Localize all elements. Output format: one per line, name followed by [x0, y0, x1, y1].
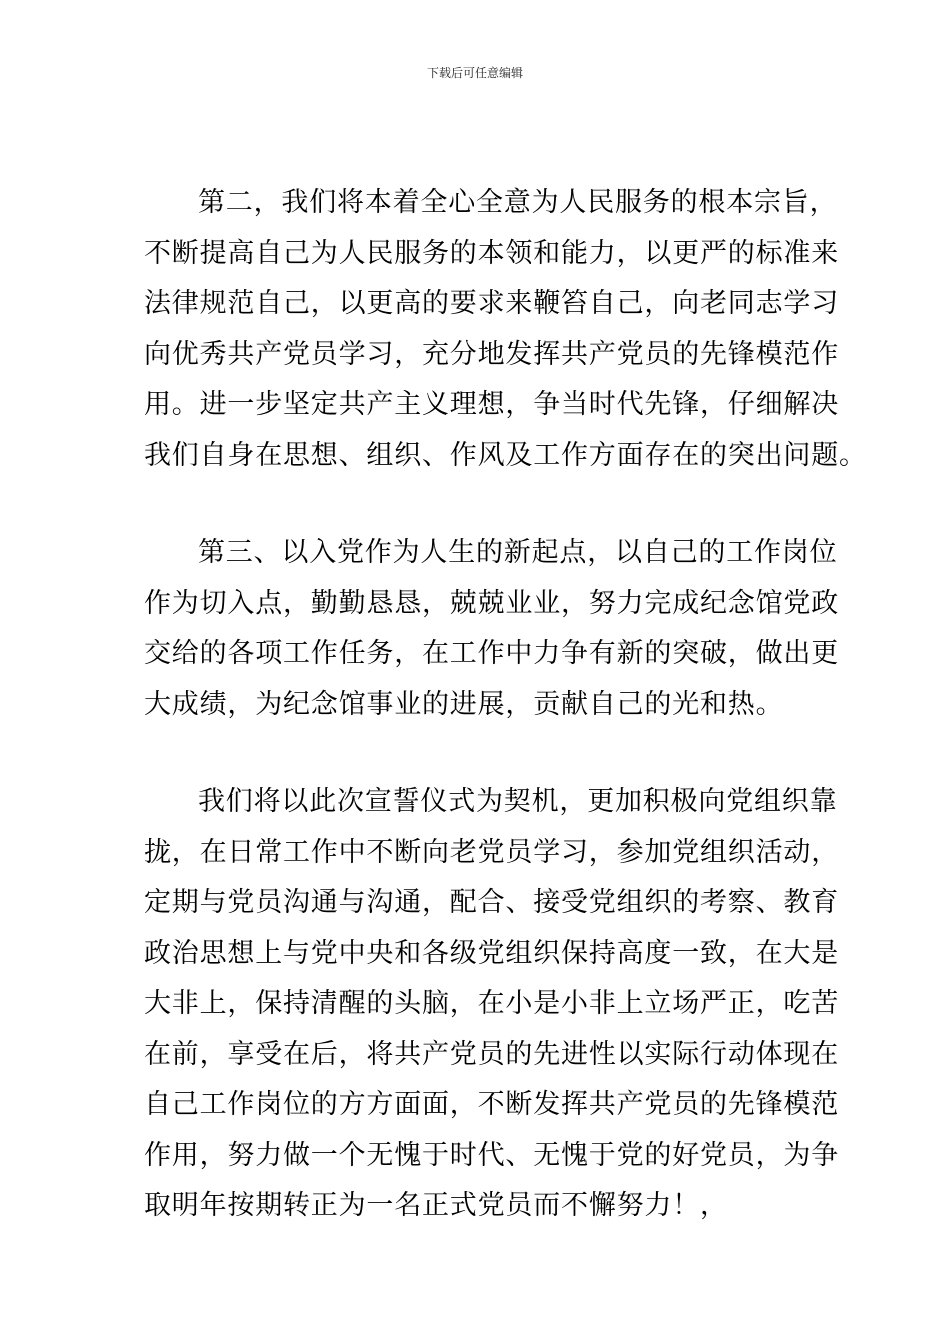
paragraph-second — [144, 178, 867, 481]
page-header: 下载后可任意编辑 — [426, 66, 523, 80]
paragraph-line: 第二，我们将本着全心全意为人民服务的根本宗旨， — [198, 187, 838, 218]
paragraph-line: 取明年按期转正为一名正式党员而不懈努力！， — [144, 1190, 728, 1221]
paragraph-line: 向优秀共产党员学习，充分地发挥共产党员的先锋模范作 — [144, 338, 839, 370]
paragraph-third — [144, 528, 839, 730]
paragraph-line: 拢，在日常工作中不断向老党员学习，参加党组织活动， — [144, 836, 839, 868]
paragraph-line: 定期与党员沟通与沟通，配合、接受党组织的考察、教育 — [144, 887, 839, 918]
paragraph-line: 作用，努力做一个无愧于时代、无愧于党的好党员，为争 — [144, 1139, 839, 1171]
paragraph-line: 用。进一步坚定共产主义理想，争当时代先锋，仔细解决 — [144, 389, 839, 420]
paragraph-closing — [144, 777, 839, 1232]
paragraph-line: 作为切入点，勤勤恳恳，兢兢业业，努力完成纪念馆党政 — [144, 587, 839, 619]
paragraph-line: 自己工作岗位的方方面面，不断发挥共产党员的先锋模范 — [144, 1089, 839, 1120]
paragraph-line: 第三、以入党作为人生的新起点，以自己的工作岗位 — [198, 537, 838, 568]
paragraph-line: 我们将以此次宣誓仪式为契机，更加积极向党组织靠 — [198, 786, 838, 817]
paragraph-line: 不断提高自己为人民服务的本领和能力，以更严的标准来 — [144, 237, 839, 269]
paragraph-line: 在前，享受在后，将共产党员的先进性以实际行动体现在 — [144, 1038, 839, 1070]
paragraph-line: 法律规范自己，以更高的要求来鞭笞自己，向老同志学习 — [144, 288, 839, 319]
paragraph-line: 大非上，保持清醒的头脑，在小是小非上立场严正，吃苦 — [144, 988, 839, 1019]
paragraph-line: 政治思想上与党中央和各级党组织保持高度一致，在大是 — [144, 937, 839, 969]
paragraph-line: 交给的各项工作任务，在工作中力争有新的突破，做出更 — [144, 638, 839, 669]
document-body — [144, 178, 867, 1232]
paragraph-line: 我们自身在思想、组织、作风及工作方面存在的突出问题。 — [144, 439, 867, 471]
paragraph-line: 大成绩，为纪念馆事业的进展，贡献自己的光和热。 — [144, 688, 784, 720]
